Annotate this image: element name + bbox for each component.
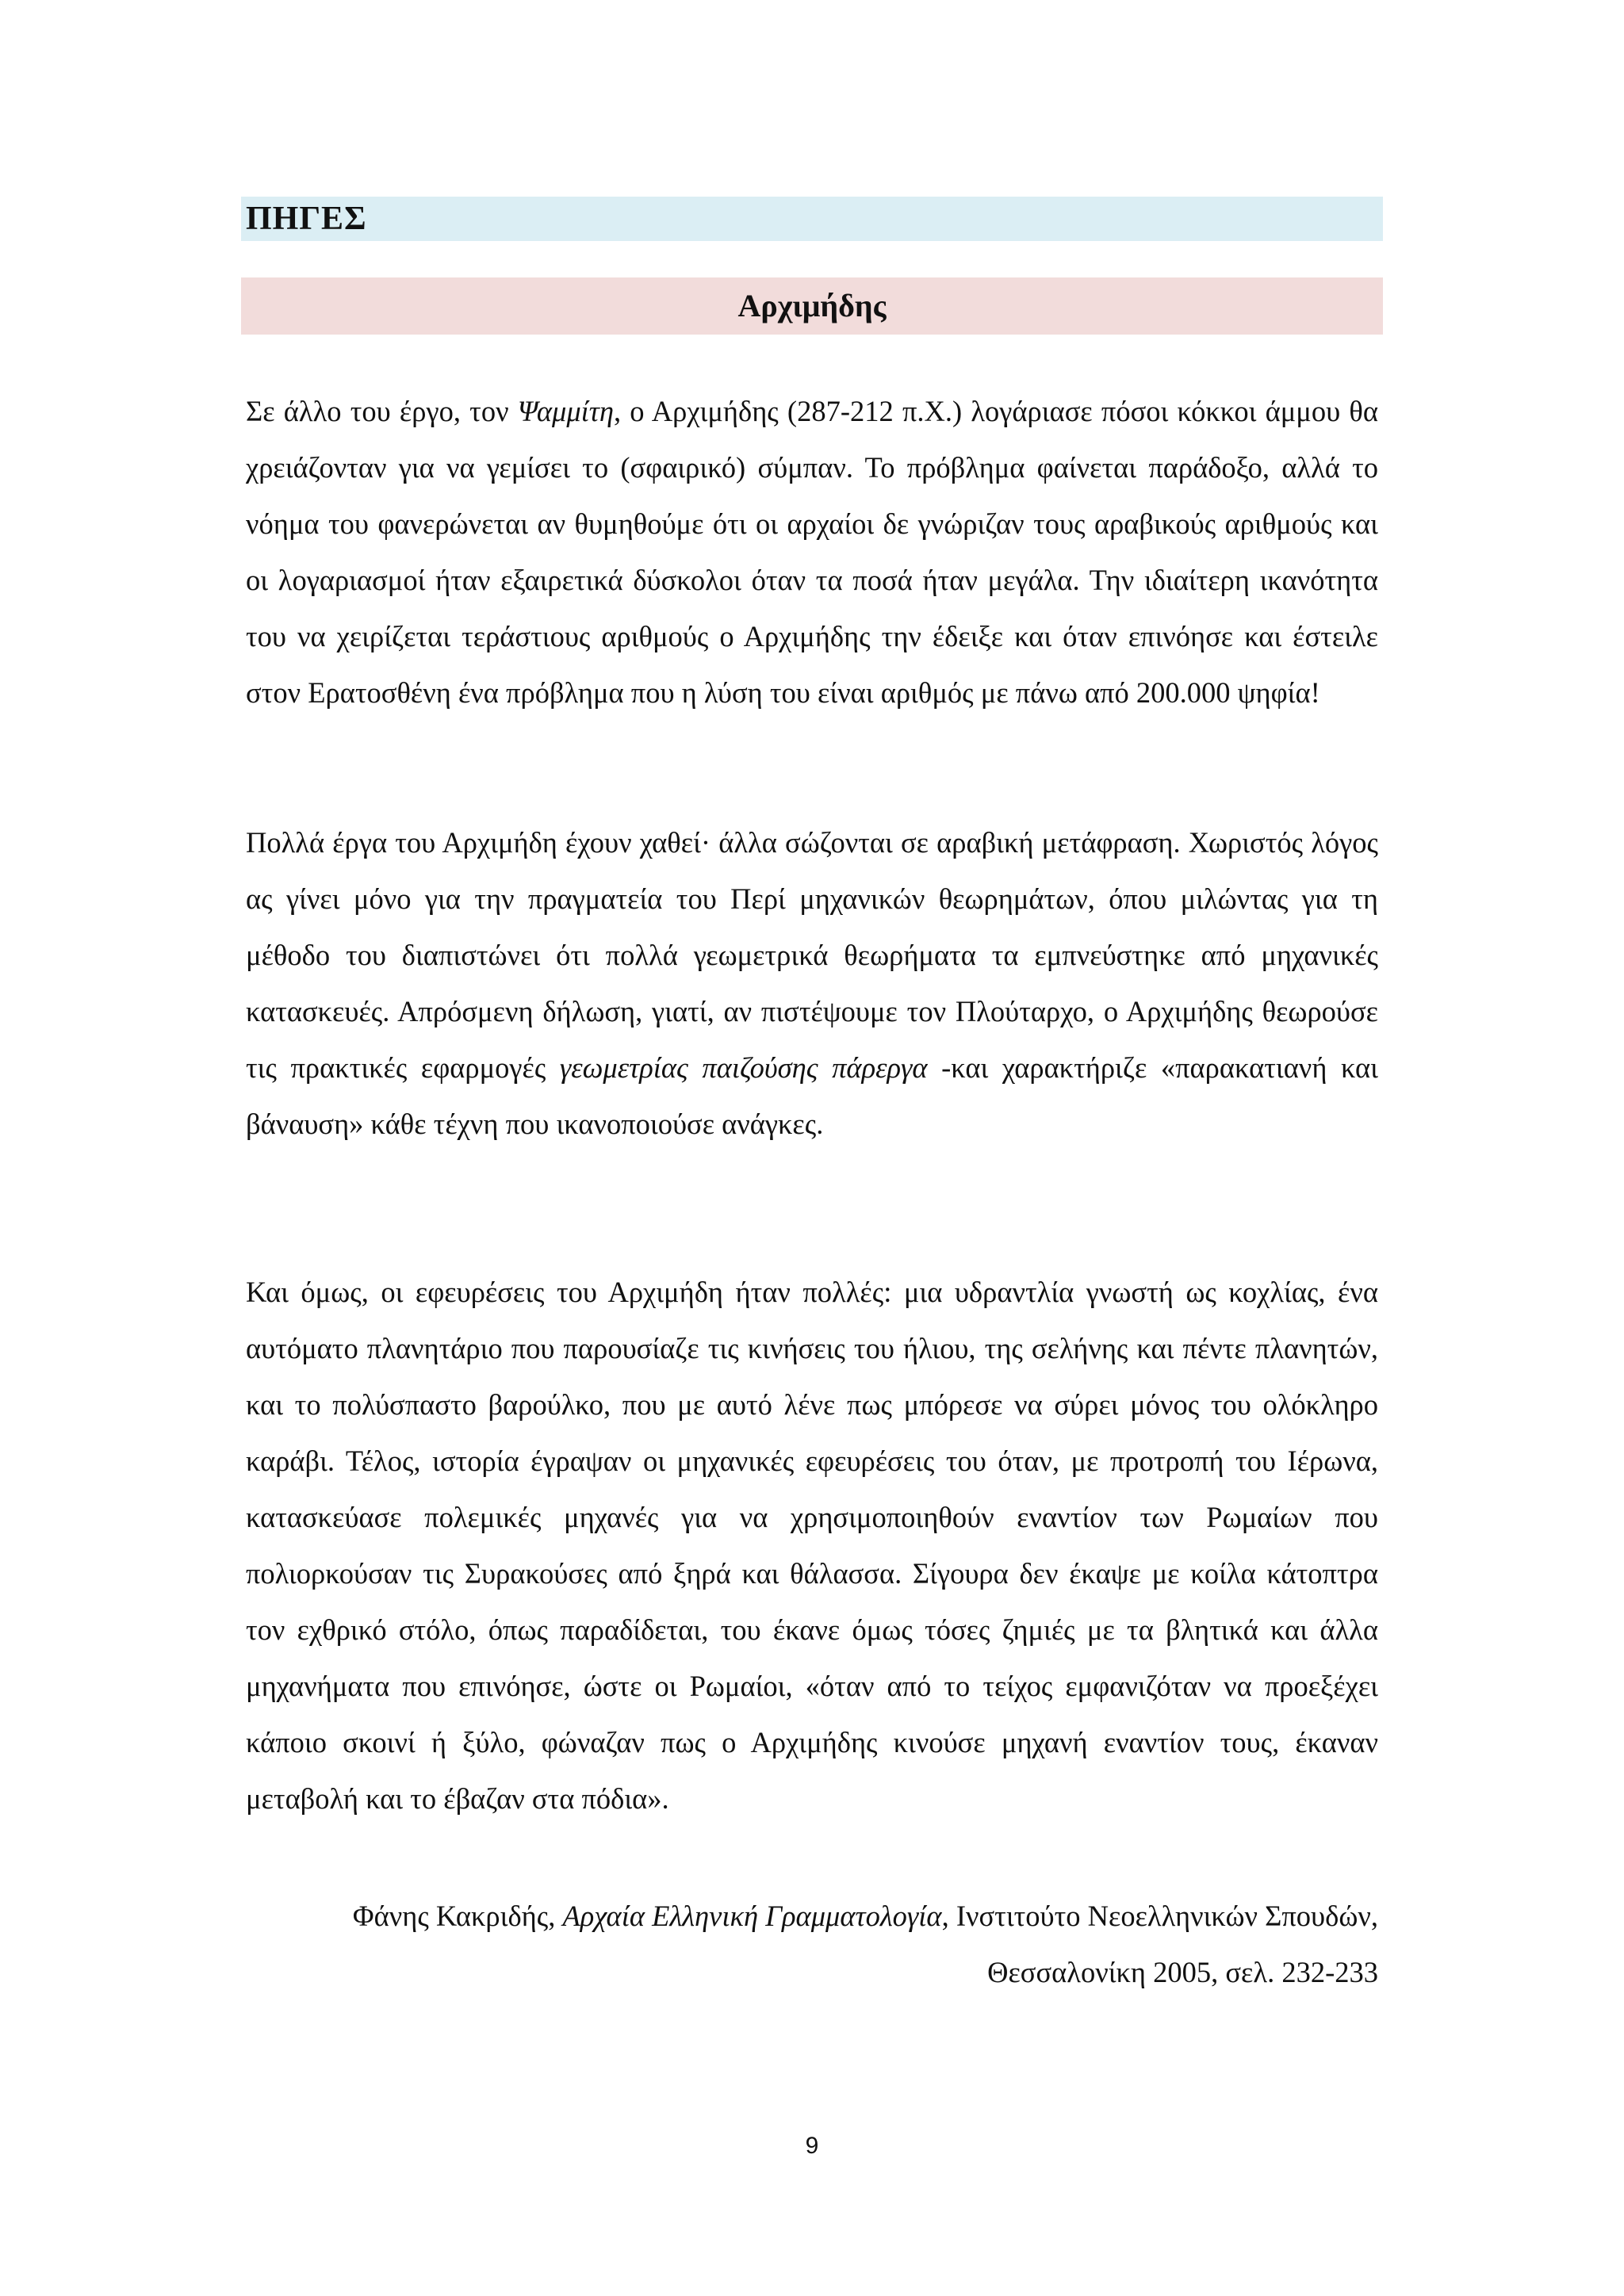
paragraph-3-text: Και όμως, οι εφευρέσεις του Αρχιμήδη ήταν πολλές: μια υδραντλία γνωστή ως κοχλίας, ένα αυτόματο πλανητάριο που παρουσίαζε τις κινήσεις του ήλιου, της σελήνης και πέντε πλανητών, και το πολύσπαστο βαρούλκο, που με αυτό λένε πως μπόρεσε να σύρει μόνος του ολόκληρο καράβι. Τέλος, ιστορία έγραψαν οι μηχανικές εφευρέσεις του όταν, με προτροπή του Ιέρωνα, κατασκεύασε πολεμικές μηχανές για να χρησιμοποιηθούν εναντίον των Ρωμαίων που πολιορκούσαν τις Συρακούσες από ξηρά και θάλασσα. Σίγουρα δεν έκαψε με κοίλα κάτοπτρα τον εχθρικό στόλο, όπως παραδίδεται, του έκανε όμως τόσες ζημιές με τα βλητικά και άλλα μηχανήματα που επινόησε, ώστε οι Ρωμαίοι, «όταν από το τείχος εμφανιζόταν να προεξέχει κάποιο σκοινί ή ξύλο, φώναζαν πως ο Αρχιμήδης κινούσε μηχανή εναντίον τους, έκαναν μεταβολή και το έβαζαν στα πόδια».: [246, 1276, 1378, 1815]
section-heading: ΠΗΓΕΣ: [246, 201, 367, 237]
paragraph-1-text-cont: , ο Αρχιμήδης (287-212 π.Χ.) λογάριασε πόσοι κόκκοι άμμου θα χρειάζονταν για να γεμίσει το (σφαιρικό) σύμπαν. Το πρόβλημα φαίνεται παράδοξο, αλλά το νόημα του φανερώνεται αν θυμηθούμε ότι οι αρχαίοι δε γνώριζαν τους αραβικούς αριθμούς και οι λογαριασμοί ήταν εξαιρετικά δύσκολοι όταν τα ποσά ήταν μεγάλα. Την ιδιαίτερη ικανότητα του να χειρίζεται τεράστιους αριθμούς ο Αρχιμήδης την έδειξε και όταν επινόησε και έστειλε στον Ερατοσθένη ένα πρόβλημα που η λύση του είναι αριθμός με πάνω από 200.000 ψηφία!: [246, 395, 1378, 709]
page-number: 9: [805, 2133, 819, 2159]
paragraph-3: [246, 1264, 1378, 1827]
paragraph-1: [246, 383, 1378, 721]
subheading: Αρχιμήδης: [737, 288, 887, 323]
paragraph-1-italic-title: Ψαμμίτη: [517, 395, 614, 427]
subheading-bar: [241, 277, 1383, 335]
paragraph-2: [246, 814, 1378, 1152]
source-citation: [347, 1888, 1378, 2000]
source-details: , Ινστιτούτο Νεοελληνικών Σπουδών, Θεσσαλονίκη 2005, σελ. 232-233: [941, 1900, 1378, 1988]
source-author: Φάνης Κακριδής,: [352, 1900, 563, 1932]
paragraph-2-italic-phrase: γεωμετρίας παιζούσης πάρεργα: [559, 1051, 928, 1084]
paragraph-1-text: Σε άλλο του έργο, τον: [246, 395, 518, 427]
section-heading-bar: [241, 197, 1383, 241]
source-work-title: Αρχαία Ελληνική Γραμματολογία: [562, 1900, 942, 1932]
paragraph-2-text: Πολλά έργα του Αρχιμήδη έχουν χαθεί· άλλα σώζονται σε αραβική μετάφραση. Χωριστός λόγος ας γίνει μόνο για την πραγματεία του Περί μηχανικών θεωρημάτων, όπου μιλώντας για τη μέθοδο του διαπιστώνει ότι πολλά γεωμετρικά θεωρήματα τα εμπνεύστηκε από μηχανικές κατασκευές. Απρόσμενη δήλωση, γιατί, αν πιστέψουμε τον Πλούταρχο, ο Αρχιμήδης θεωρούσε τις πρακτικές εφαρμογές: [246, 826, 1378, 1084]
paragraph-2-text-cont: -και χαρακτήριζε «παρακατιανή και βάναυση» κάθε τέχνη που ικανοποιούσε ανάγκες.: [246, 1051, 1378, 1140]
